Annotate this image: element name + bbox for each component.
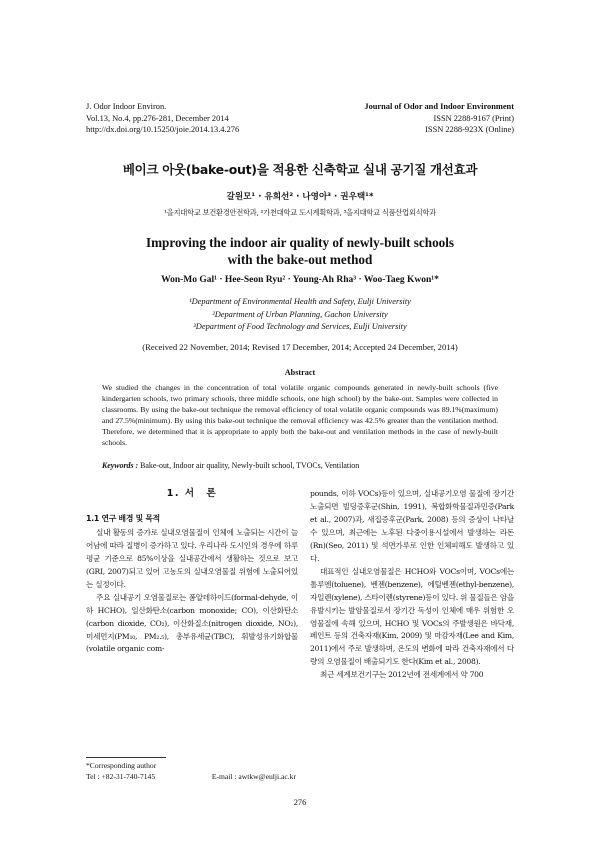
authors-english: Won-Mo Gal¹ · Hee-Seon Ryu² · Young-Ah Rha³ · Woo-Taeg Kwon¹* xyxy=(161,275,439,285)
title-english xyxy=(0,234,600,268)
journal-name: Journal of Odor and Indoor Environment xyxy=(364,102,514,111)
journal-citation xyxy=(86,101,239,136)
paragraph: 주요 실내공기 오염물질로는 폼알데하이드(formal-dehyde, 이하 HCHO), 일산화탄소(carbon monoxide; CO), 이산화탄소(carbon dioxide, CO₂), 이산화질소(nitrogen dioxide, NO₂), 미세먼지(PM₁₀, PM₂.₅), 총부유세균(TBC), 휘발성유기화합물(volatile organic com- xyxy=(86,592,298,654)
keywords-label: Keywords : xyxy=(102,461,139,470)
paragraph: 실내 활동의 증가로 실내오염물질이 인체에 노출되는 시간이 늘어남에 따라 질병이 증가하고 있다. 우리나라 도시인의 경우에 하루 평균 기준으로 85%이상을 실내공간에서 생활하는 것으로 보고(GRI, 2007)되고 있어 고농도의 실내오염물질 위험에 노출되어있는 실정이다. xyxy=(86,527,298,589)
paragraph: 최근 세계보건기구는 2012년에 전세계에서 약 700 xyxy=(320,670,484,680)
paragraph: 대표적인 실내오염물질은 HCHO와 VOCs이며, VOCs에는 톨루엔(toluene), 벤젠(benzene), 에틸벤젠(ethyl-benzene), 자일렌(xylene), 스타이렌(styrene)등이 있다. 위 물질들은 암을 유발시키는 발암물질로서 장기간 독성이 인체에 매우 위험한 오염물질에 속해 있으며, HCHO 및 VOCs의 주발생원은 바닥재, 페인트 등의 건축자재(Kim, 2009) 및 마감자재(Lee and Kim, 2011)에서 주로 발생하며, 온도의 변화에 따라 건축자재에서 다량의 오염물질이 배출되기도 한다(Kim et al., 2008). xyxy=(310,566,514,667)
footnote xyxy=(86,760,306,782)
issn-print: ISSN 2288-9167 (Print) xyxy=(433,113,514,123)
footnote-label: *Corresponding author xyxy=(86,761,157,770)
footnote-contact xyxy=(86,771,296,782)
footnote-tel: Tel : +82-31-740-7145 xyxy=(86,772,156,781)
authors-korean: 갈원모¹ · 유희선² · 나영아³ · 권우택¹* xyxy=(226,192,374,202)
issn-online: ISSN 2288-923X (Online) xyxy=(425,125,514,134)
title-korean: 베이크 아웃(bake-out)을 적용한 신축학교 실내 공기질 개선효과 xyxy=(122,162,478,177)
journal-info xyxy=(364,101,514,136)
paragraph: pounds, 이하 VOCs)등이 있으며, 실내공기오염 물질에 장기간 노출되면 빌딩증후군(Shin, 1991), 복합화학물질과민증(Park et al., 2007)과, 새집증후군(Park, 2008) 등의 증상이 나타날 수 있으며, 최근에는 노후된 다중이용시설에서 발생하는 라돈(Rn)(Seo, 2011) 및 석면가루로 인한 인체피해도 발생하고 있다. xyxy=(310,489,514,563)
title-english-line1: Improving the indoor air quality of newly-built schools xyxy=(145,235,455,250)
page-number: 276 xyxy=(293,798,307,807)
body-column-left xyxy=(86,488,298,656)
journal-abbrev: J. Odor Indoor Environ. xyxy=(86,102,167,111)
footnote-email[interactable]: E-mail : awtkw@eulji.ac.kr xyxy=(211,772,296,781)
keywords-text: Bake-out, Indoor air quality, Newly-built school, TVOCs, Ventilation xyxy=(140,461,360,470)
received-dates: (Received 22 November, 2014; Revised 17 December, 2014; Accepted 24 December, 2014) xyxy=(142,342,458,352)
abstract-heading: Abstract xyxy=(284,368,316,377)
section-heading: 1. 서 론 xyxy=(166,488,218,499)
subsection-heading: 1.1 연구 배경 및 목적 xyxy=(86,513,160,523)
affiliation-2: ²Department of Urban Planning, Gachon University xyxy=(212,309,388,319)
affiliation-1: ¹Department of Environmental Health and Safety, Eulji University xyxy=(189,297,411,306)
volume-info: Vol.13, No.4, pp.276-281, December 2014 xyxy=(86,113,229,123)
footnote-divider xyxy=(86,757,166,758)
affiliations-english xyxy=(0,296,600,334)
affiliations-korean: ¹을지대학교 보건환경안전학과, ²가천대학교 도시계획학과, ³을지대학교 식품산업외식학과 xyxy=(164,208,436,217)
affiliation-3: ³Department of Food Technology and Services, Eulji University xyxy=(193,322,407,331)
doi-link[interactable]: http://dx.doi.org/10.15250/joie.2014.13.4.276 xyxy=(86,125,240,134)
keywords xyxy=(102,461,498,470)
title-english-line2: with the bake-out method xyxy=(227,252,373,267)
abstract-text: We studied the changes in the concentration of total volatile organic compounds generated in newly-built schools (five kindergarten schools, two primary schools, three middle schools, one high school) by the bake-out. Samples were collected in classrooms. By using the bake-out technique the removal efficiency of total volatile organic compounds was 89.1%(maximum) and 27.5%(minimum). By using this bake-out technique the removal efficiency was 42.5% greater than the ventilation method. Therefore, we determined that it is appropriate to apply both the bake-out and ventilation methods in the case of newly-built schools. xyxy=(102,383,498,447)
body-column-right xyxy=(310,488,514,682)
